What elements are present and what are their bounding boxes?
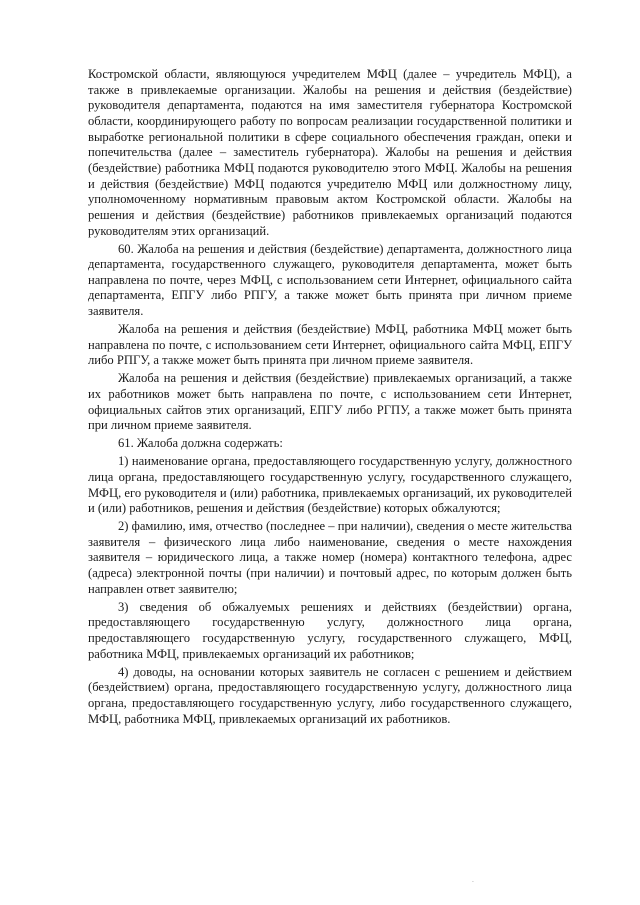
list-item-2: 2) фамилию, имя, отчество (последнее – при наличии), сведения о месте жительства заявителя – физического лица либо наименование, сведения о месте нахождения заявителя – юридического лица, а также номер (номера) контактного телефона, адрес (адреса) электронной почты (при наличии) и почтовый адрес, по которым должен быть направлен ответ заявителю; bbox=[88, 519, 572, 596]
paragraph-continuation: Костромской области, являющуюся учредителем МФЦ (далее – учредитель МФЦ), а также в привлекаемые организации. Жалобы на решения и действия (бездействие) руководителя департамента, подаются на имя заместителя губернатора Костромской области, координирующего работу по вопросам реализации государственной политики и выработке региональной политики в сфере социального обеспечения граждан, опеки и попечительства (далее – заместитель губернатора). Жалобы на решения и действия (бездействие) работника МФЦ подаются руководителю этого МФЦ. Жалобы на решения и действия (бездействие) МФЦ подаются учредителю МФЦ или должностному лицу, уполномоченному нормативным правовым актом Костромской области. Жалобы на решения и действия (бездействие) работников привлекаемых организаций подаются руководителям этих организаций. bbox=[88, 67, 572, 238]
list-item-4: 4) доводы, на основании которых заявитель не согласен с решением и действием (бездействием) органа, предоставляющего государственную услугу, должностного лица органа, предоставляющего государственную услугу, либо государственного служащего, МФЦ, работника МФЦ, привлекаемых организаций их работников. bbox=[88, 664, 572, 726]
list-item-3: 3) сведения об обжалуемых решениях и действиях (бездействии) органа, предоставляющего государственную услугу, должностного лица органа, предоставляющего государственную услугу, государственного служащего, МФЦ, работника МФЦ, привлекаемых организаций их работников; bbox=[88, 599, 572, 661]
paragraph-item-60: 60. Жалоба на решения и действия (бездействие) департамента, должностного лица департамента, государственного служащего, руководителя департамента, может быть направлена по почте, через МФЦ, с использованием сети Интернет, официального сайта департамента, ЕПГУ либо РПГУ, а также может быть принята при личном приеме заявителя. bbox=[88, 241, 572, 319]
paragraph-mfc-complaint: Жалоба на решения и действия (бездействие) МФЦ, работника МФЦ может быть направлена по почте, с использованием сети Интернет, официального сайта МФЦ, ЕПГУ либо РПГУ, а также может быть принята при личном приеме заявителя. bbox=[88, 322, 572, 368]
document-page bbox=[88, 67, 572, 730]
paragraph-item-61: 61. Жалоба должна содержать: bbox=[118, 436, 283, 451]
list-item-1: 1) наименование органа, предоставляющего государственную услугу, должностного лица органа, предоставляющего государственную услугу, государственного служащего, МФЦ, его руководителя и (или) работника, привлекаемых организаций, их руководителей и (или) работников, решения и действия (бездействие) которых обжалуются; bbox=[88, 454, 572, 516]
paragraph-organizations-complaint: Жалоба на решения и действия (бездействие) привлекаемых организаций, а также их работников может быть направлена по почте, с использованием сети Интернет, официальных сайтов этих организаций, ЕПГУ либо РГПУ, а также может быть принята при личном приеме заявителя. bbox=[88, 371, 572, 433]
scan-dot: · bbox=[472, 879, 474, 886]
